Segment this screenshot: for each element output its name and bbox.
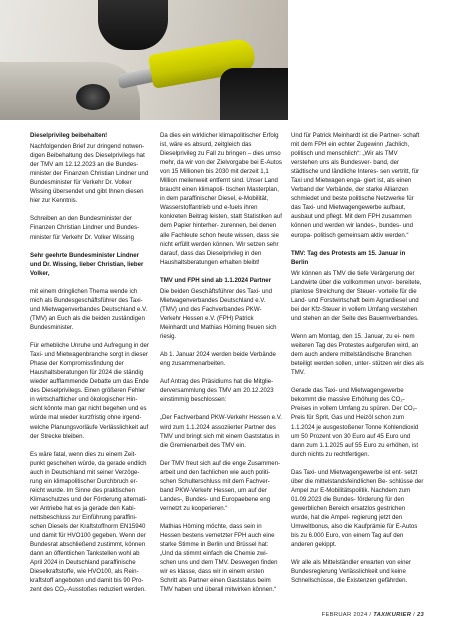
paragraph: Das Taxi- und Mietwagengewerbe ist ent- setzt über die mittelstandsfeindlichen Be- schlüsse der Ampel zur E-Mobilitätspolitik. Nachdem zum 01.09.2023 die Bundes- förderung für den gewerblichen Bereich ersatzlos gestrichen wurde, hat die Ampel- regierung jetzt den Umweltbonus, also die Kaufprämie für E-Autos bis zu 6.000 Euro, von einem Tag auf den anderen gekippt.: [291, 468, 424, 549]
paragraph: Ab 1. Januar 2024 werden beide Verbände eng zusammenarbeiten.: [160, 351, 276, 368]
column-middle: [160, 131, 282, 603]
paragraph: Wir alle als Mittelständler erwarten von einer Bundesregierung Verlässlichkeit und keine Schnellschüsse, die Existenzen gefährden.: [291, 559, 411, 585]
paragraph: Es wäre fatal, wenn dies zu einem Zeit- punkt geschehen würde, da gerade endlich auch in Deutschland mit seiner Verzöge- rung ein klimapolitischer Durchbruch er- reicht wurde. Im Sinne des praktischen Klimaschutzes und der Förderung alternati- ver Antriebe hat es ja gerade den Kabi- nettsbeschluss zur Einführung paraffini- schen Diesels der Kraftstoffnorm EN15940 und damit für HVO100 gegeben. Wenn der Bundesrat abschließend zustimmt, können dann an öffentlichen Tankstellen wohl ab April 2024 in Deutschland paraffinische Dieselkraftstoffe, wie HVO100, als Rein- kraftstoff angeboten und damit bis 90 Pro- zent des CO₂-Ausstoßes reduziert werden.: [30, 450, 147, 594]
paragraph: Da dies ein wirklicher klimapolitischer Erfolg ist, wäre es absurd, zeitgleich das Dieselprivileg zu Fall zu bringen – dies umso mehr, da wir von der Zielvorgabe bei E-Autos von 15 Millionen bis 2030 mit derzeit 1,1 Million meilenweit entfernt sind. Unser Land braucht einen klimapoli- tischen Masterplan, in dem paraffinischer Diesel, e-Mobilität, Wasserstoffantrieb und e-fuels ihren konkreten Beitrag leisten, statt Statistiken auf dem Papier hinterher- zurennen, bei denen alle Fachleute schon heute wissen, dass sie nicht erfüllt werden können. Wir setzen sehr darauf, dass das Dieselprivileg in den Haushaltsberatungen erhalten bleibt!: [160, 132, 282, 266]
issue-date: FEBRUAR 2024: [321, 612, 368, 618]
footer-separator: /: [411, 612, 417, 618]
paragraph: Nachfolgenden Brief zur dringend notwen- digen Beibehaltung des Dieselprivilegs hat der TMV am 12.12.2023 an die Bundes- minister der Finanzen Christian Lindner und Bundesminister für Verkehr Dr. Volker Wissing übersendet und gibt Ihnen diesen hier zur Kenntnis.: [30, 143, 149, 205]
paragraph: Auf Antrag des Präsidiums hat die Mitglie- derversammlung des TMV am 20.12.2023 einstimmig beschlossen:: [160, 378, 274, 404]
letter-salutation: Sehr geehrte Bundesminister Lindner und Dr. Wissing, lieber Christian, lieber Volker,: [30, 251, 144, 277]
pump-handle: [220, 68, 288, 120]
fuel-nozzle-photo: [0, 0, 288, 120]
paragraph: Wenn am Montag, den 15. Januar, zu ei- nem weiteren Tag des Protestes aufgerufen wird, an dem auch andere mittelständische Branchen beteiligt werden sollen, unter- stützen wir dies als TMV.: [291, 333, 424, 377]
fuel-tank-opening: [76, 84, 110, 110]
paragraph: Für erhebliche Unruhe und Aufregung in der Taxi- und Mietwagenbranche sorgt in dieser Phase der Kompromissfindung der Haushaltsberatungen für 2024 die ständig wieder aufflammende Debatte um das Ende des Dieselprivilegs. Einen größeren Fehler in wirtschaftlicher und ökologischer Hin- sicht könnte man gar nicht begehen und es würde mal wieder kurzfristig ohne irgend- welche Planungsvorläufe Verlässlichkeit auf der Strecke bleiben.: [30, 342, 149, 440]
fuel-hose: [98, 0, 168, 50]
paragraph: Und für Patrick Meinhardt ist die Partner- schaft mit dem FPH ein echter Zugewinn „fachlich, politisch und menschlich“: „Wir als TMV verstehen uns als Bundesver- band, der städtische und ländliche Interes- sen vertritt, für Taxi und Mietwagen enga- giert ist, als einen Verband der Verbände, der starke Allianzen schmiedet und beste politische Netzwerke für das Taxi- und Mietwagengewerbe aufbaut, ausbaut und pflegt. Mit dem FPH zusammen können und werden wir landes-, bundes- und europa- politisch gemeinsam aktiv werden.“: [291, 132, 420, 239]
paragraph: mit einem dringlichen Thema wende ich mich als Bundesgeschäftsführer des Taxi- und Mietwagenverbandes Deutschland e.V. (TMV) an Euch als die beiden zuständigen Bundesminister.: [30, 287, 148, 331]
paragraph: Mathias Hörning möchte, dass sein in Hessen bestens vernetzter FPH auch eine starke Stimme in Berlin und Brüssel hat: „Und da stimmt einfach die Chemie zwi- schen uns und dem TMV. Deswegen finden wir es klasse, dass wir in einem ersten Schritt als Partner einen Gaststatus beim TMV haben und überall mitwirken können.“: [160, 523, 278, 594]
paragraph: Die beiden Geschäftsführer des Taxi- und Mietwagenverbandes Deutschland e.V. (TMV) und des Fachverbandes PKW-Verkehr Hessen e.V. (FPH) Patrick Meinhardt und Mathias Hörning freuen sich riesig.: [160, 287, 277, 341]
car-body: [0, 62, 140, 120]
paragraph: Wir können als TMV die tiefe Verärgerung der Landwirte über die vollkommen unvor- bereitete, planlose Streichung der Steuer- vorteile für die Land- und Forstwirtschaft beim Agrardiesel und bei der Kfz-Steuer in vollem Umfang verstehen und stehen an der Seite des Bauernverbandes.: [291, 269, 422, 322]
paragraph: „Der Fachverband PKW-Verkehr Hessen e.V. wird zum 1.1.2024 assoziierter Partner des TMV und bringt sich mit einem Gaststatus in die Gremienarbeit des TMV ein.: [160, 414, 282, 449]
page-footer: [322, 612, 424, 618]
footer-separator: /: [367, 612, 374, 618]
magazine-name: TAXIKURIER: [373, 612, 412, 618]
section-heading-partner: TMV und FPH sind ab 1.1.2024 Partner: [160, 276, 272, 284]
page-number: 23: [416, 612, 424, 618]
paragraph: Schreiben an den Bundesminister der Finanzen Christian Lindner und Bundes- minister für Verkehr Dr. Volker Wissing: [30, 215, 140, 241]
column-right: [291, 131, 424, 594]
paragraph: Der TMV freut sich auf die enge Zusammen- arbeit und den fachlichen wie auch politi- schen Schulterschluss mit dem Fachver- band PKW-Verkehr Hessen, um auf der Landes-, Bundes- und Europaebene eng vernetzt zu kooperieren.“: [160, 459, 281, 512]
section-heading-protest: TMV: Tag des Protests am 15. Januar in Berlin: [291, 249, 406, 266]
paragraph: Gerade das Taxi- und Mietwagengewerbe bekommt die massive Erhöhung des CO₂-Preises in vollem Umfang zu spüren. Der CO₂-Preis für Sprit, Gas und Heizöl schon zum 1.1.2024 je ausgestoßener Tonne Kohlendioxid um 50 Prozent von 30 Euro auf 45 Euro und dann zum 1.1.2025 auf 55 Euro zu erhöhen, ist durch nichts zu rechtfertigen.: [291, 387, 419, 458]
column-left: [30, 131, 150, 603]
section-heading-dieselprivileg: Dieselprivileg beibehalten!: [30, 132, 108, 139]
